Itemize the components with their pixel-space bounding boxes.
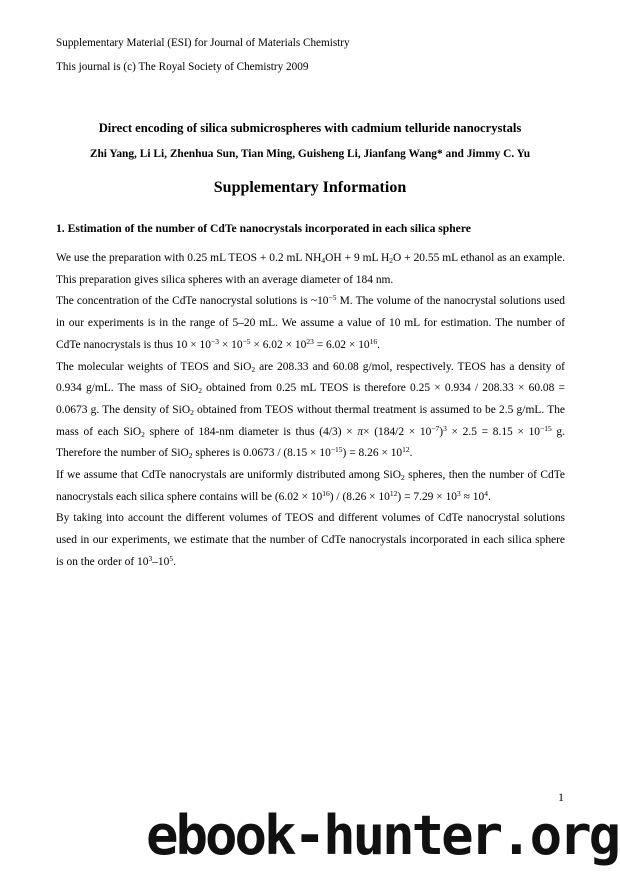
document-heading: Supplementary Information: [213, 179, 407, 196]
paragraph-conclusion: By taking into account the different volumes of TEOS and different volumes of CdTe nanocrystal solutions used in our experiments, we estimate that the number of CdTe nanocrystals incorporated in each silica sphere is on the order of $10^3-10^5$.: [56, 512, 565, 568]
paragraph-distribution: If we assume that CdTe nanocrystals are uniformly distributed among SiO$_2$ spheres, then the number of CdTe nanocrystals each silica sphere contains will be $(6.02 \times 10^{16}) / (8.26 \times 10^{12}) = 7.29 \times 10^3 \approx 10^4$.: [56, 469, 565, 503]
paragraph-concentration: The concentration of the CdTe nanocrystal solutions is $\sim 10^{-5}$ M. The volume of the nanocrystal solutions used in our experiments is in the range of 5–20 mL. We assume a value of 10 mL for estimation. The number of CdTe nanocrystals is thus $10 \times 10^{-3} \times 10^{-5} \times 6.02 \times 10^{23} = 6.02 \times 10^{16}$.: [56, 293, 565, 351]
paper-title: Direct encoding of silica submicrospheres with cadmium telluride nanocrystals: [98, 121, 522, 135]
watermark: ebook-hunter.org: [146, 804, 619, 867]
author-list: Zhi Yang, Li Li, Zhenhua Sun, Tian Ming, Guisheng Li, Jianfang Wang* and Jimmy C. Yu: [89, 148, 531, 160]
copyright-line: This journal is (c) The Royal Society of Chemistry 2009: [56, 61, 309, 73]
paragraph-molecular-weights: The molecular weights of TEOS and SiO$_2$ are 208.33 and 60.08 g/mol, respectively. TEOS has a density of 0.934 g/mL. The mass of SiO$_2$ obtained from 0.25 mL TEOS is therefore 0.25 × 0.934 / 208.33 × 60.08 = 0.0673 g. The density of SiO$_2$ obtained from TEOS without thermal treatment is assumed to be 2.5 g/mL. The mass of each SiO$_2$ sphere of 184-nm diameter is thus $(4/3) \times \pi\times (184/2 \times 10^{-7})^3 \times 2.5 = 8.15 \times 10^{-15}$ g. Therefore the number of SiO$_2$ spheres is $0.0673 / (8.15 \times 10^{-15}) = 8.26 \times 10^{12}$.: [56, 360, 566, 461]
page-number: 1: [558, 790, 564, 804]
paragraph-preparation: We use the preparation with 0.25 mL TEOS + 0.2 mL $NH_4OH + 9$ mL $H_2O + 20.55$ mL ethanol as an example. This preparation gives silica spheres with an average diameter of 184 nm.: [56, 252, 565, 286]
journal-header-line: Supplementary Material (ESI) for Journal of Materials Chemistry: [56, 37, 350, 49]
section-heading: 1. Estimation of the number of CdTe nanocrystals incorporated in each silica sphere: [56, 222, 471, 235]
section-body: [56, 248, 565, 574]
